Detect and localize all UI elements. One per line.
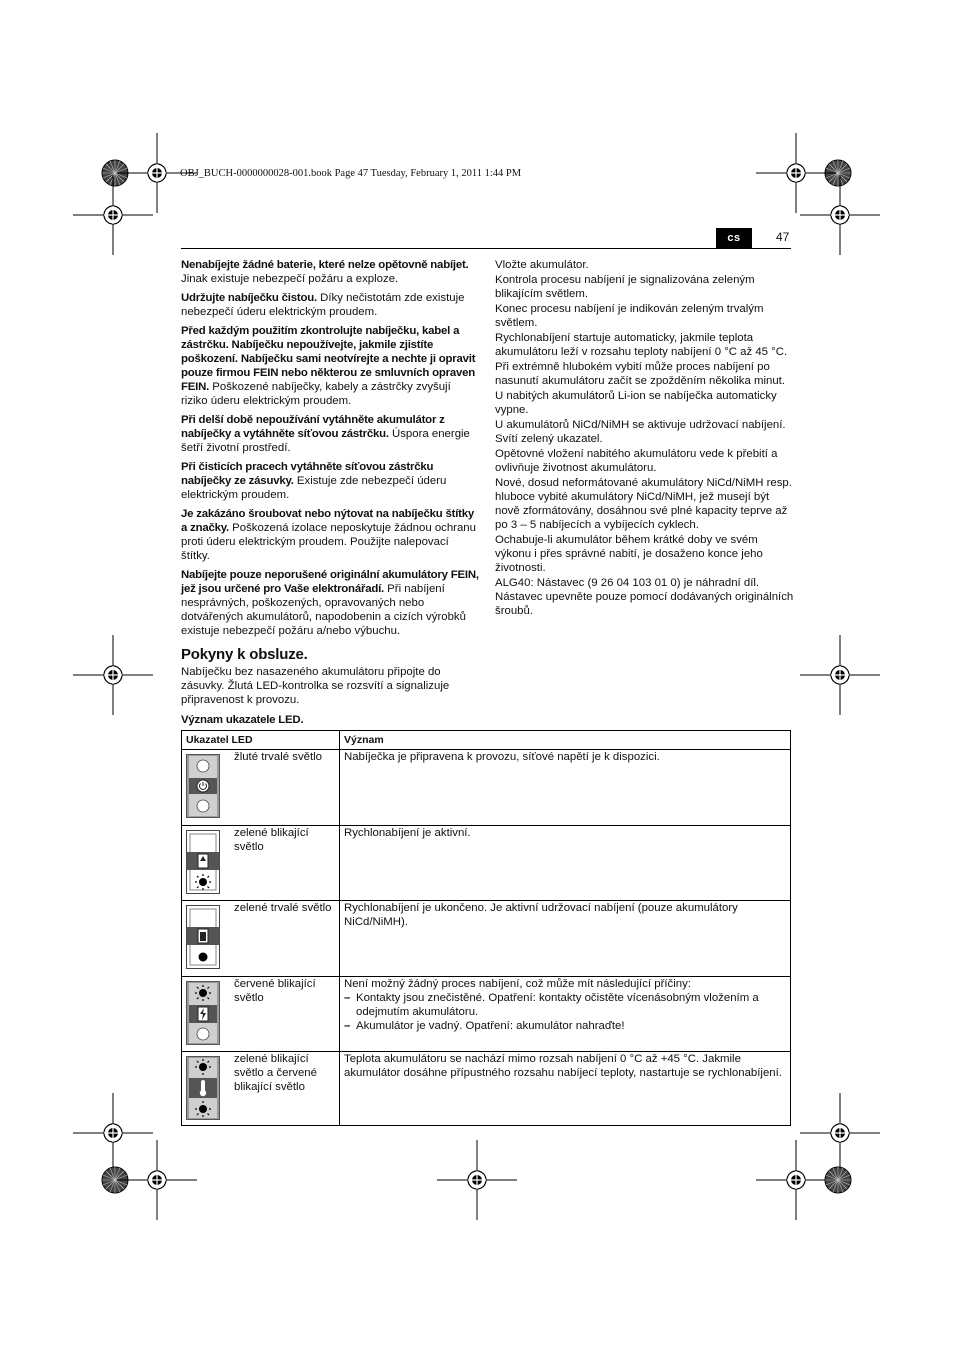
- charger-power-icon: [186, 754, 220, 818]
- table-row: [182, 826, 791, 901]
- safety-paragraph: [181, 258, 479, 286]
- indicator-cell: [182, 901, 340, 977]
- warning-bold: Při čisticích pracech vytáhněte síťovou zástrčku nabíječky ze zásuvky.: [181, 461, 434, 487]
- meaning-cell: [340, 977, 791, 1052]
- instruction-paragraph: Konec procesu nabíjení je indikován zeleným trvalým světlem.: [495, 303, 764, 329]
- safety-paragraph: [181, 324, 479, 408]
- safety-paragraph: [181, 291, 479, 319]
- warning-text: Poškozené nabíječky, kabely a zástrčky zvyšují riziko úderu elektrickým proudem.: [181, 381, 451, 407]
- charging-blink-icon: [186, 830, 220, 894]
- safety-paragraph: [181, 507, 479, 563]
- battery-full-icon: [186, 905, 220, 969]
- table-row: [182, 901, 791, 977]
- safety-paragraph: [181, 460, 479, 502]
- instruction-paragraph: Kontrola procesu nabíjení je signalizována zeleným blikajícím světlem.: [495, 274, 755, 300]
- indicator-cell: [182, 750, 340, 826]
- section-heading: Pokyny k obsluze.: [181, 646, 308, 663]
- instruction-paragraph: ALG40: Nástavec (9 26 04 103 01 0) je náhradní díl. Nástavec upevněte pouze pomocí dodávaných originálních šroubů.: [495, 577, 794, 617]
- instruction-paragraph: Ochabuje-li akumulátor během krátké doby ve svém výkonu i přes správné nabití, je dosaženo konce jeho životnosti.: [495, 534, 763, 574]
- table-row: [182, 1052, 791, 1126]
- meaning-cell: Teplota akumulátoru se nachází mimo rozsah nabíjení 0 °C až +45 °C. Jakmile akumulátor dosáhne přípustného rozsahu nabíjecí teploty, nastartuje se rychlonabíjení.: [340, 1052, 791, 1126]
- warning-bold: Nenabíjejte žádné baterie, které nelze opětovně nabíjet.: [181, 259, 469, 271]
- warning-bold: Udržujte nabíječku čistou.: [181, 292, 317, 304]
- list-item: – Akumulátor je vadný. Opatření: akumulátor nahraďte!: [344, 1019, 786, 1033]
- led-table: [181, 730, 791, 1126]
- warning-text: Poškozená izolace neposkytuje žádnou ochranu proti úderu elektrickým proudem. Použijte nalepovací štítky.: [181, 522, 476, 562]
- meaning-cell: Nabíječka je připravena k provozu, síťové napětí je k dispozici.: [340, 750, 791, 826]
- instruction-paragraph: Nové, dosud neformátované akumulátory NiCd/NiMH resp. hluboce vybité akumulátory NiCd/NiMH, jež musejí být nově zformátovány, dosáhnou své plné kapacity teprve až po 3 – 5 nabíjecích a vybíjecích cyklech.: [495, 477, 792, 531]
- battery-fault-icon: [186, 981, 220, 1045]
- warning-bold: Nabíjejte pouze neporušené originální akumulátory FEIN, jež jsou určené pro Vaše elektronářadí.: [181, 569, 479, 595]
- table-subheading: Význam ukazatele LED.: [181, 714, 304, 726]
- indicator-label: červené blikající světlo: [234, 978, 316, 1004]
- col-header-indicator: Ukazatel LED: [182, 731, 340, 750]
- operation-paragraph: Nabíječku bez nasazeného akumulátoru připojte do zásuvky. Žlutá LED-kontrolka se rozsvítí a signalizuje připravenost k provozu.: [181, 666, 450, 706]
- safety-paragraph: [181, 413, 479, 455]
- instruction-paragraph: Rychlonabíjení startuje automaticky, jakmile teplota akumulátoru leží v rozsahu teploty nabíjení 0 °C až 45 °C.: [495, 332, 788, 358]
- safety-paragraph: [181, 568, 479, 638]
- instruction-paragraph: Při extrémně hlubokém vybití může proces nabíjení po nasunutí akumulátoru začít se zpožděním několika minut.: [495, 361, 785, 387]
- meaning-cell: Rychlonabíjení je aktivní.: [340, 826, 791, 901]
- right-column: [495, 258, 795, 619]
- instruction-paragraph: U nabitých akumulátorů Li-ion se nabíječka automaticky vypne.: [495, 390, 777, 416]
- book-info-line: OBJ_BUCH-0000000028-001.book Page 47 Tuesday, February 1, 2011 1:44 PM: [180, 168, 522, 179]
- instruction-paragraph: Vložte akumulátor.: [495, 259, 589, 271]
- language-tag: cs: [716, 228, 752, 248]
- warning-text: Při nabíjení nesprávných, poškozených, opravovaných nebo dotvářených akumulátorů, napodobenin a cizích výrobků existuje nebezpečí požáru a/nebo výbuchu.: [181, 583, 466, 637]
- warning-text: Existuje zde nebezpečí úderu elektrickým proudem.: [181, 475, 447, 501]
- warning-text: Úspora energie šetří životní prostředí.: [181, 428, 470, 454]
- indicator-cell: [182, 1052, 340, 1126]
- left-column: [181, 258, 479, 732]
- warning-bold: Při delší době nepoužívání vytáhněte akumulátor z nabíječky a vytáhněte síťovou zástrčku.: [181, 414, 445, 440]
- instruction-paragraph: U akumulátorů NiCd/NiMH se aktivuje udržovací nabíjení. Svítí zelený ukazatel.: [495, 419, 786, 445]
- warning-text: Díky nečistotám zde existuje nebezpečí úderu elektrickým proudem.: [181, 292, 465, 318]
- meaning-text: Není možný žádný proces nabíjení, což může mít následující příčiny:: [344, 978, 691, 990]
- indicator-cell: [182, 977, 340, 1052]
- indicator-label: žluté trvalé světlo: [234, 751, 322, 763]
- table-row: [182, 977, 791, 1052]
- list-item: – Kontakty jsou znečistěné. Opatření: kontakty očistěte vícenásobným vložením a odejmutím akumulátoru.: [344, 991, 786, 1019]
- warning-bold: Před každým použitím zkontrolujte nabíječku, kabel a zástrčku. Nabíječku nepoužívejte, jakmile zjistíte poškození. Nabíječku sami neotvírejte a nechte ji opravit pouze firmou FEIN nebo některou ze smluvních opraven FEIN.: [181, 325, 476, 393]
- table-header-row: [182, 731, 791, 750]
- warning-text: Jinak existuje nebezpečí požáru a exploze.: [181, 273, 399, 285]
- header-rule: [181, 248, 791, 249]
- table-row: [182, 750, 791, 826]
- indicator-label: zelené trvalé světlo: [234, 902, 332, 914]
- temperature-icon: [186, 1056, 220, 1120]
- indicator-label: zelené blikající světlo a červené blikající světlo: [234, 1053, 317, 1093]
- indicator-label: zelené blikající světlo: [234, 827, 309, 853]
- cause-list: [344, 991, 786, 1033]
- indicator-cell: [182, 826, 340, 901]
- page-number: 47: [776, 230, 790, 244]
- col-header-meaning: Význam: [340, 731, 791, 750]
- meaning-cell: Rychlonabíjení je ukončeno. Je aktivní udržovací nabíjení (pouze akumulátory NiCd/NiMH).: [340, 901, 791, 977]
- warning-bold: Je zakázáno šroubovat nebo nýtovat na nabíječku štítky a značky.: [181, 508, 475, 534]
- instruction-paragraph: Opětovné vložení nabitého akumulátoru vede k přebití a ovlivňuje životnost akumulátoru.: [495, 448, 778, 474]
